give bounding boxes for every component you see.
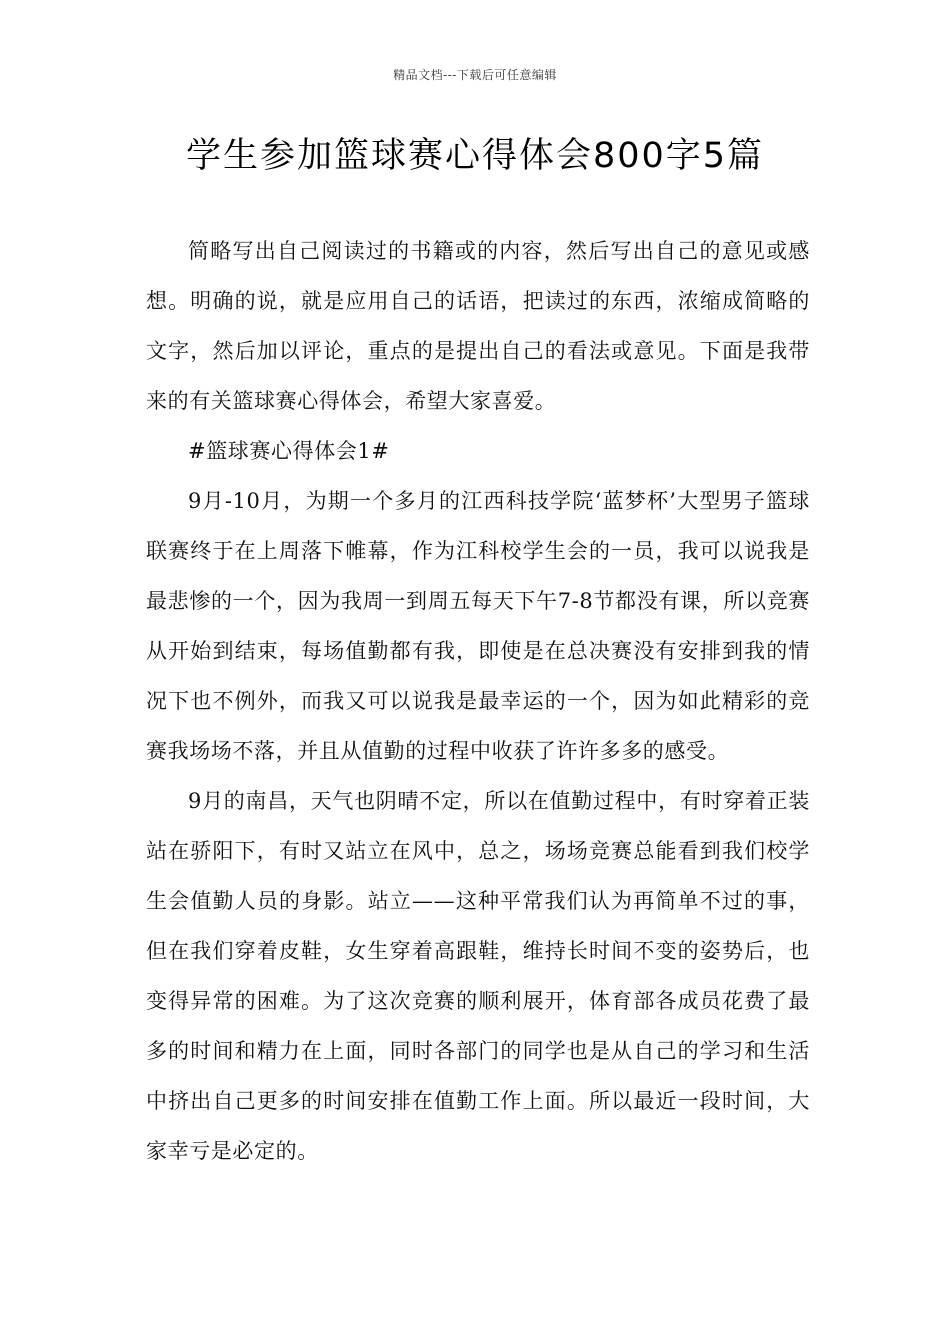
intro-paragraph: 简略写出自己阅读过的书籍或的内容，然后写出自己的意见或感想。明确的说，就是应用自己的话语，把读过的东西，浓缩成简略的文字，然后加以评论，重点的是提出自己的看法或意见。下面是我带来的有关篮球赛心得体会，希望大家喜爱。: [146, 239, 810, 413]
section-heading: #篮球赛心得体会1#: [188, 439, 390, 463]
body-paragraph: 9月的南昌，天气也阴晴不定，所以在值勤过程中，有时穿着正装站在骄阳下，有时又站立在风中，总之，场场竞赛总能看到我们校学生会值勤人员的身影。站立——这种平常我们认为再简单不过的事，但在我们穿着皮鞋，女生穿着高跟鞋，维持长时间不变的姿势后，也变得异常的困难。为了这次竞赛的顺利展开，体育部各成员花费了最多的时间和精力在上面，同时各部门的同学也是从自己的学习和生活中挤出自己更多的时间安排在值勤工作上面。所以最近一段时间，大家幸亏是必定的。: [146, 789, 810, 1163]
document-body: [146, 226, 810, 1176]
body-paragraph: 9月-10月，为期一个多月的江西科技学院‘蓝梦杯’大型男子篮球联赛终于在上周落下帷幕，作为江科校学生会的一员，我可以说我是最悲惨的一个，因为我周一到周五每天下午7-8节都没有课，所以竞赛从开始到结束，每场值勤都有我，即使是在总决赛没有安排到我的情况下也不例外，而我又可以说我是最幸运的一个，因为如此精彩的竞赛我场场不落，并且从值勤的过程中收获了许许多多的感受。: [146, 489, 810, 763]
header-note: 精品文档---下载后可任意编辑: [393, 68, 557, 82]
document-title: 学生参加篮球赛心得体会800字5篇: [185, 136, 765, 176]
